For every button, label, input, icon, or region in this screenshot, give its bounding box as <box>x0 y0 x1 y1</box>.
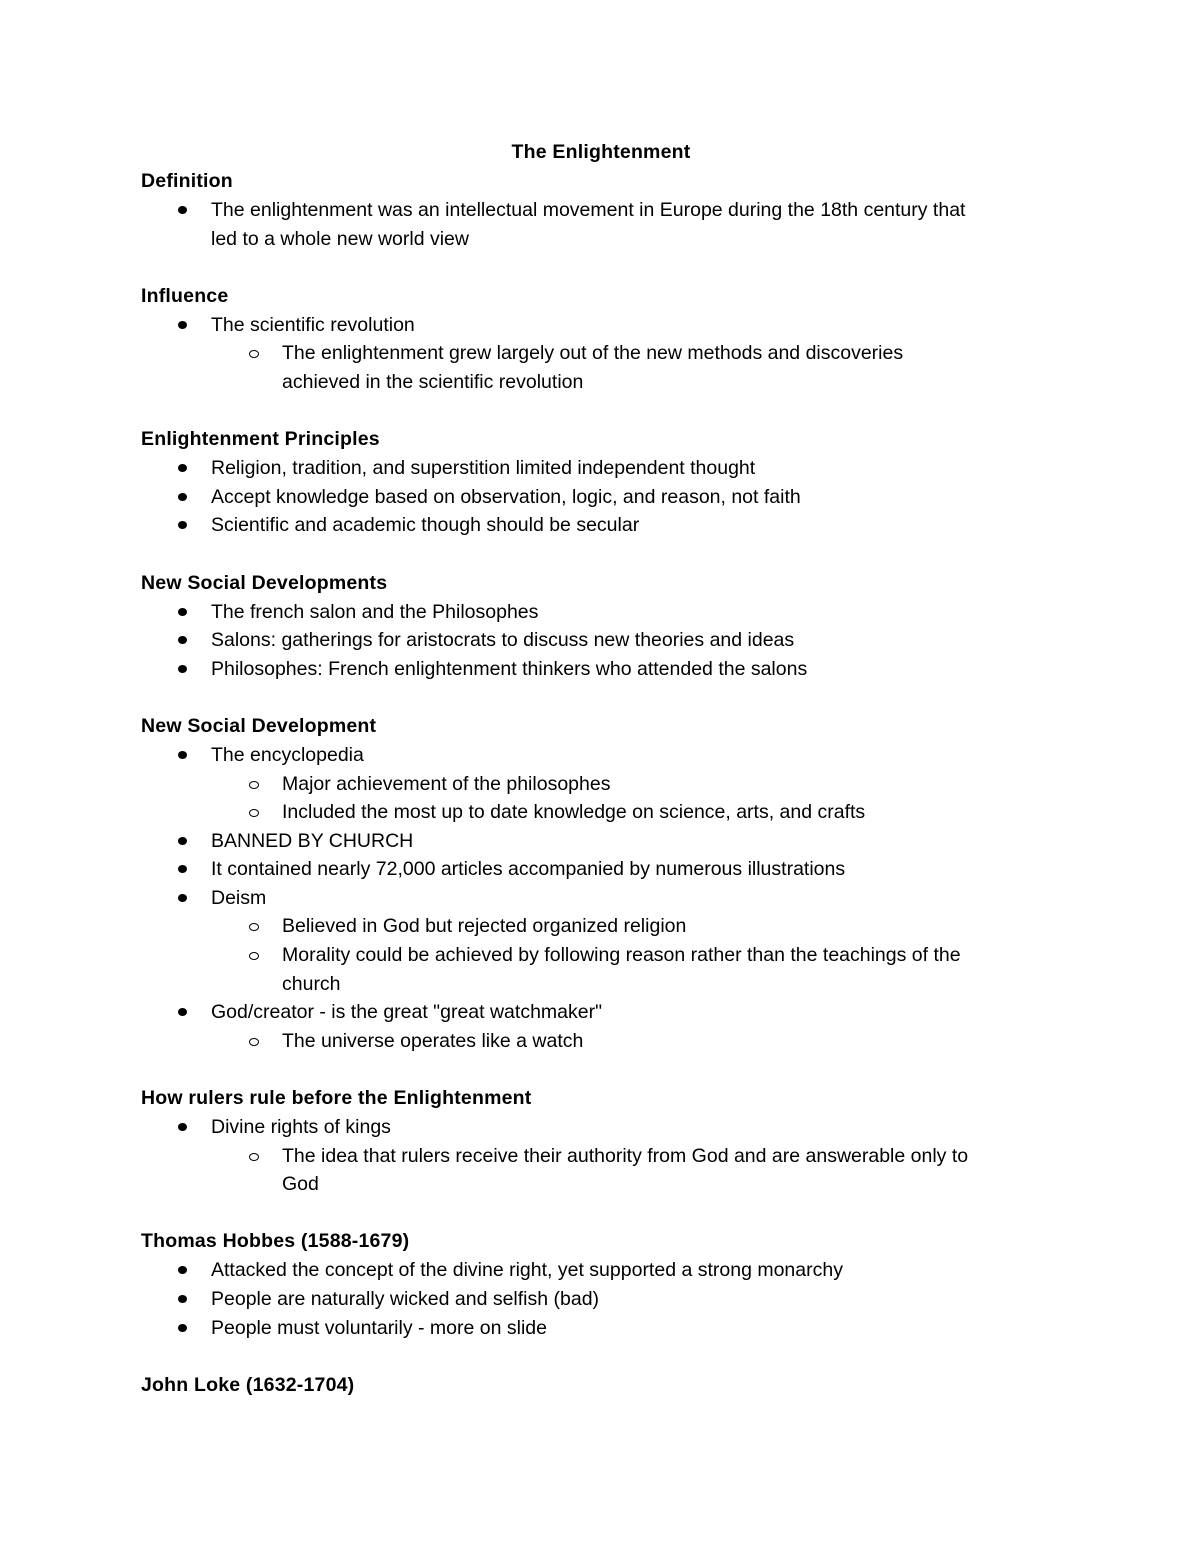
list-item <box>141 1314 1061 1343</box>
sub-list-item <box>141 770 1061 799</box>
sub-list-item <box>141 941 1061 970</box>
list-item-text: The enlightenment was an intellectual movement in Europe during the 18th century that <box>211 199 966 221</box>
section-spacer <box>141 1342 1061 1371</box>
section-heading: Definition <box>141 170 233 192</box>
list-item-text: Scientific and academic though should be secular <box>211 514 640 537</box>
section-heading: John Loke (1632-1704) <box>141 1373 355 1396</box>
list-item-text: God <box>282 1173 319 1196</box>
document-page <box>141 138 1061 1400</box>
list-item-text: It contained nearly 72,000 articles accompanied by numerous illustrations <box>211 858 846 881</box>
list-item-continuation <box>141 1170 1061 1199</box>
sub-list-item <box>141 798 1061 827</box>
list-item-text: church <box>282 972 341 995</box>
section <box>141 282 1061 397</box>
bullet-disc-icon <box>178 493 187 501</box>
list-item-text: Religion, tradition, and superstition limited independent thought <box>211 457 756 480</box>
section <box>141 1371 1061 1400</box>
sub-list-item <box>141 339 1061 368</box>
list-item <box>141 196 1061 225</box>
list-item-text: The french salon and the Philosophes <box>211 600 539 623</box>
bullet-disc-icon <box>178 1008 187 1016</box>
list-item-continuation <box>141 970 1061 999</box>
list-item-text: achieved in the scientific revolution <box>282 370 584 393</box>
list-item-text: The scientific revolution <box>211 313 415 336</box>
list-item <box>141 1256 1061 1285</box>
section-heading: New Social Developments <box>141 571 388 594</box>
section <box>141 1227 1061 1342</box>
bullet-disc-icon <box>178 206 187 214</box>
document-body <box>141 167 1061 1400</box>
list-item <box>141 655 1061 684</box>
list-item <box>141 827 1061 856</box>
section <box>141 1084 1061 1199</box>
bullet-disc-icon <box>178 894 187 902</box>
list-item <box>141 454 1061 483</box>
bullet-disc-icon <box>178 751 187 759</box>
list-item <box>141 884 1061 913</box>
document-title: The Enlightenment <box>511 141 691 163</box>
list-item <box>141 483 1061 512</box>
bullet-disc-icon <box>178 665 187 673</box>
list-item <box>141 1285 1061 1314</box>
list-item-text: Salons: gatherings for aristocrats to discuss new theories and ideas <box>211 629 795 652</box>
list-item <box>141 626 1061 655</box>
section <box>141 712 1061 1056</box>
bullet-circle-icon <box>249 923 259 931</box>
list-item <box>141 1113 1061 1142</box>
section-spacer <box>141 397 1061 426</box>
sub-list-item <box>141 1027 1061 1056</box>
bullet-disc-icon <box>178 837 187 845</box>
sub-list-item <box>141 912 1061 941</box>
bullet-disc-icon <box>178 521 187 529</box>
section <box>141 425 1061 540</box>
list-item-text: Major achievement of the philosophes <box>282 772 611 795</box>
list-item-text: Believed in God but rejected organized religion <box>282 915 687 938</box>
list-item-text: led to a whole new world view <box>211 227 469 250</box>
section-heading: Thomas Hobbes (1588-1679) <box>141 1230 410 1253</box>
bullet-disc-icon <box>178 1123 187 1131</box>
list-item-text: Attacked the concept of the divine right, yet supported a strong monarchy <box>211 1259 843 1282</box>
list-item <box>141 855 1061 884</box>
list-item-text: The enlightenment grew largely out of the new methods and discoveries <box>282 342 904 365</box>
list-item-text: Accept knowledge based on observation, logic, and reason, not faith <box>211 485 801 508</box>
list-item-text: Included the most up to date knowledge on science, arts, and crafts <box>282 801 866 824</box>
list-item-text: The universe operates like a watch <box>282 1029 584 1052</box>
list-item-text: Morality could be achieved by following reason rather than the teachings of the <box>282 944 961 967</box>
list-item <box>141 311 1061 340</box>
bullet-disc-icon <box>178 608 187 616</box>
bullet-disc-icon <box>178 865 187 873</box>
bullet-disc-icon <box>178 1295 187 1303</box>
list-item-text: Divine rights of kings <box>211 1116 391 1139</box>
section-heading: How rulers rule before the Enlightenment <box>141 1087 532 1110</box>
list-item-continuation <box>141 368 1061 397</box>
bullet-circle-icon <box>249 1153 259 1161</box>
bullet-circle-icon <box>249 809 259 817</box>
bullet-circle-icon <box>249 350 259 358</box>
section-heading: Enlightenment Principles <box>141 428 380 451</box>
list-item <box>141 598 1061 627</box>
section-spacer <box>141 253 1061 282</box>
list-item-text: BANNED BY CHURCH <box>211 829 414 852</box>
section <box>141 167 1061 253</box>
list-item-text: Deism <box>211 886 267 909</box>
list-item <box>141 511 1061 540</box>
list-item-text: God/creator - is the great "great watchmaker" <box>211 1001 603 1024</box>
list-item-text: The encyclopedia <box>211 743 364 766</box>
bullet-circle-icon <box>249 952 259 960</box>
bullet-circle-icon <box>249 781 259 789</box>
bullet-disc-icon <box>178 1266 187 1274</box>
bullet-disc-icon <box>178 321 187 329</box>
section <box>141 569 1061 684</box>
sub-list-item <box>141 1142 1061 1171</box>
list-item-text: People are naturally wicked and selfish (bad) <box>211 1288 600 1310</box>
bullet-disc-icon <box>178 464 187 472</box>
bullet-disc-icon <box>178 1324 187 1332</box>
list-item-text: People must voluntarily - more on slide <box>211 1316 547 1339</box>
section-spacer <box>141 540 1061 569</box>
section-heading: New Social Development <box>141 714 377 737</box>
list-item-text: The idea that rulers receive their authority from God and are answerable only to <box>282 1144 969 1167</box>
list-item <box>141 741 1061 770</box>
bullet-disc-icon <box>178 636 187 644</box>
section-spacer <box>141 1055 1061 1084</box>
section-spacer <box>141 1199 1061 1228</box>
list-item-text: Philosophes: French enlightenment thinkers who attended the salons <box>211 657 808 680</box>
section-spacer <box>141 683 1061 712</box>
bullet-circle-icon <box>249 1038 259 1046</box>
list-item <box>141 998 1061 1027</box>
list-item-continuation <box>141 225 1061 254</box>
section-heading: Influence <box>141 284 229 307</box>
